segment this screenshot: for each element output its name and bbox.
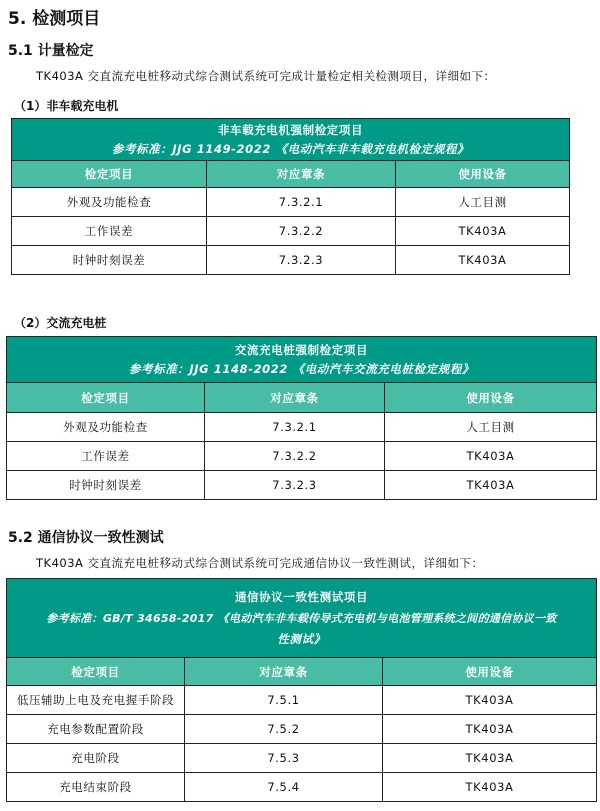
section-5-1-intro: TK403A 交直流充电桩移动式综合测试系统可完成计量检定相关检测项目，详细如下：: [36, 69, 496, 83]
part1-label: （1）非车载充电机: [14, 99, 119, 113]
section-5-1-heading: 5.1 计量检定: [8, 43, 94, 59]
cell-equipment: TK403A: [383, 744, 597, 773]
col-header-clause: 对应章条: [207, 161, 396, 188]
col-header-equipment: 使用设备: [396, 161, 570, 188]
table-title: 非车载充电机强制检定项目: [217, 122, 364, 137]
table-title-cell: [7, 579, 597, 658]
table-row: [7, 744, 597, 773]
table-title: 通信协议一致性测试项目: [234, 589, 369, 604]
table-row: [12, 188, 570, 217]
cell-equipment: TK403A: [383, 686, 597, 715]
table-row: [7, 442, 597, 471]
cell-equipment: TK403A: [385, 471, 597, 500]
cell-clause: 7.5.2: [185, 715, 383, 744]
part2-label: （2）交流充电桩: [14, 316, 107, 330]
table-offboard-charger: [11, 118, 570, 275]
cell-item: 时钟时刻误差: [7, 471, 205, 500]
cell-equipment: 人工目测: [385, 413, 597, 442]
cell-clause: 7.3.2.2: [207, 217, 396, 246]
col-header-item: 检定项目: [12, 161, 207, 188]
table-title: 交流充电桩强制检定项目: [234, 342, 369, 357]
cell-equipment: 人工目测: [396, 188, 570, 217]
cell-item: 充电结束阶段: [7, 773, 185, 802]
table-title-cell: [12, 119, 570, 161]
cell-item: 充电阶段: [7, 744, 185, 773]
table-row: [7, 413, 597, 442]
col-header-item: 检定项目: [7, 658, 185, 686]
cell-equipment: TK403A: [385, 442, 597, 471]
table-protocol-conformance: [6, 578, 597, 802]
section-5-2-heading: 5.2 通信协议一致性测试: [8, 530, 164, 546]
cell-item: 工作误差: [7, 442, 205, 471]
table-row: [7, 686, 597, 715]
col-header-equipment: 使用设备: [383, 658, 597, 686]
table-row: [12, 246, 570, 275]
cell-item: 低压辅助上电及充电握手阶段: [7, 686, 185, 715]
cell-item: 工作误差: [12, 217, 207, 246]
table-row: [12, 217, 570, 246]
col-header-clause: 对应章条: [185, 658, 383, 686]
table-ac-charger: [6, 336, 597, 500]
cell-clause: 7.3.2.3: [207, 246, 396, 275]
table-title-cell: [7, 337, 597, 383]
table-reference: 参考标准：JJG 1149-2022 《电动汽车非车载充电机检定规程》: [111, 141, 470, 156]
table-row: [7, 715, 597, 744]
cell-equipment: TK403A: [396, 246, 570, 275]
cell-equipment: TK403A: [383, 773, 597, 802]
cell-item: 外观及功能检查: [7, 413, 205, 442]
cell-equipment: TK403A: [383, 715, 597, 744]
cell-clause: 7.5.1: [185, 686, 383, 715]
cell-item: 充电参数配置阶段: [7, 715, 185, 744]
col-header-clause: 对应章条: [205, 383, 385, 413]
cell-clause: 7.3.2.1: [207, 188, 396, 217]
table-row: [7, 773, 597, 802]
table-reference: 参考标准：JJG 1148-2022 《电动汽车交流充电桩检定规程》: [128, 361, 475, 376]
cell-clause: 7.3.2.2: [205, 442, 385, 471]
table-reference: 参考标准：GB/T 34658-2017 《电动汽车非车载传导式充电机与电池管理系统之间的通信协议一致: [46, 611, 557, 625]
cell-clause: 7.3.2.3: [205, 471, 385, 500]
cell-clause: 7.5.4: [185, 773, 383, 802]
table-reference-cont: 性测试》: [277, 631, 326, 646]
col-header-equipment: 使用设备: [385, 383, 597, 413]
page-heading: 5. 检测项目: [8, 9, 101, 29]
cell-item: 时钟时刻误差: [12, 246, 207, 275]
section-5-2-intro: TK403A 交直流充电桩移动式综合测试系统可完成通信协议一致性测试，详细如下：: [36, 556, 484, 570]
col-header-item: 检定项目: [7, 383, 205, 413]
cell-item: 外观及功能检查: [12, 188, 207, 217]
cell-clause: 7.5.3: [185, 744, 383, 773]
cell-clause: 7.3.2.1: [205, 413, 385, 442]
table-row: [7, 471, 597, 500]
cell-equipment: TK403A: [396, 217, 570, 246]
